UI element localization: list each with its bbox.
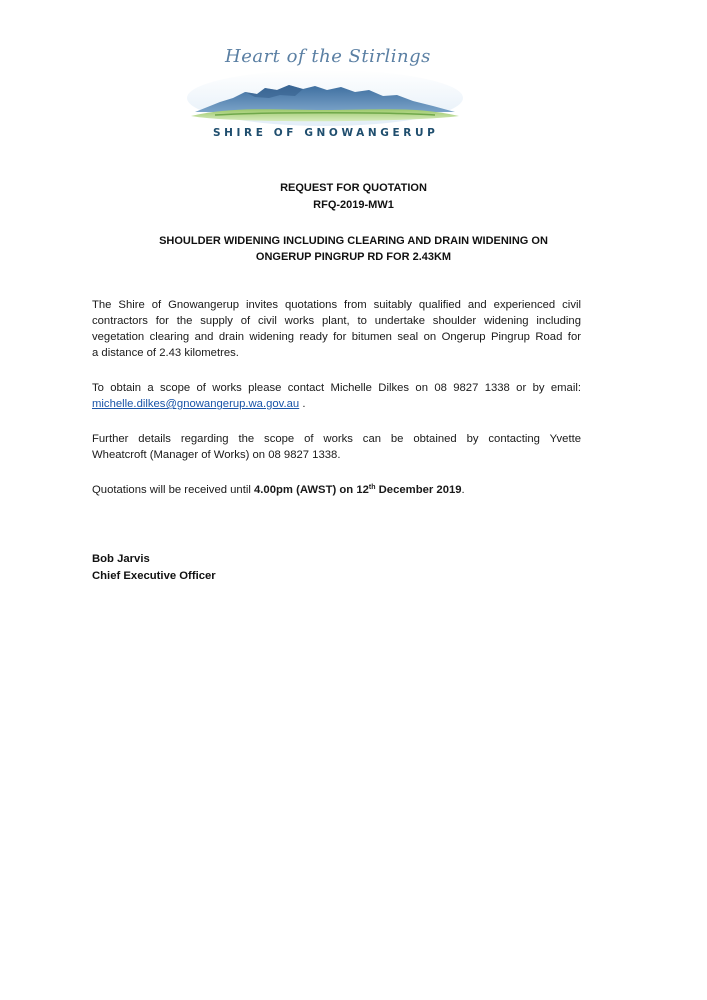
- shire-name: SHIRE OF GNOWANGERUP: [213, 127, 439, 139]
- deadline-line: [92, 482, 581, 498]
- logo-script-text: Heart of the Stirlings: [225, 46, 431, 67]
- subject-line-2: ONGERUP PINGRUP RD FOR 2.43KM: [255, 251, 452, 263]
- contact-line: To obtain a scope of works please contact Michelle Dilkes on 08 9827 1338 or by email:: [92, 382, 581, 394]
- signatory-title: Chief Executive Officer: [92, 570, 216, 582]
- deadline-time: 4.00pm (AWST) on 12: [254, 484, 369, 496]
- contact-paragraph: [92, 380, 581, 412]
- intro-line: vegetation clearing and drain widening ready for bitumen seal on Ongerup Pingrup Road for: [92, 331, 581, 343]
- shire-logo: [185, 40, 465, 145]
- details-line: Wheatcroft (Manager of Works) on 08 9827 1338.: [92, 449, 341, 461]
- intro-line: a distance of 2.43 kilometres.: [92, 347, 239, 359]
- reference-number: RFQ-2019-MW1: [313, 199, 394, 211]
- deadline-date: December 2019: [375, 484, 462, 496]
- deadline-paragraph: [92, 482, 581, 498]
- signatory-name: Bob Jarvis: [92, 553, 150, 565]
- intro-line: The Shire of Gnowangerup invites quotations from suitably qualified and experienced civil: [92, 299, 581, 311]
- subject-line-1: SHOULDER WIDENING INCLUDING CLEARING AND DRAIN WIDENING ON: [159, 235, 548, 247]
- intro-paragraph: [92, 297, 581, 361]
- email-link[interactable]: michelle.dilkes@gnowangerup.wa.gov.au: [92, 398, 300, 410]
- contact-email-line: [92, 396, 581, 412]
- deadline-ordinal: th: [368, 484, 376, 491]
- email-trailing: .: [299, 398, 306, 410]
- details-line: Further details regarding the scope of works can be obtained by contacting Yvette: [92, 433, 581, 445]
- intro-line: contractors for the supply of civil works plant, to undertake shoulder widening including: [92, 315, 581, 327]
- deadline-end: .: [461, 484, 465, 496]
- deadline-prefix: Quotations will be received until: [92, 484, 255, 496]
- details-paragraph: [92, 431, 581, 463]
- document-title: REQUEST FOR QUOTATION: [280, 182, 427, 194]
